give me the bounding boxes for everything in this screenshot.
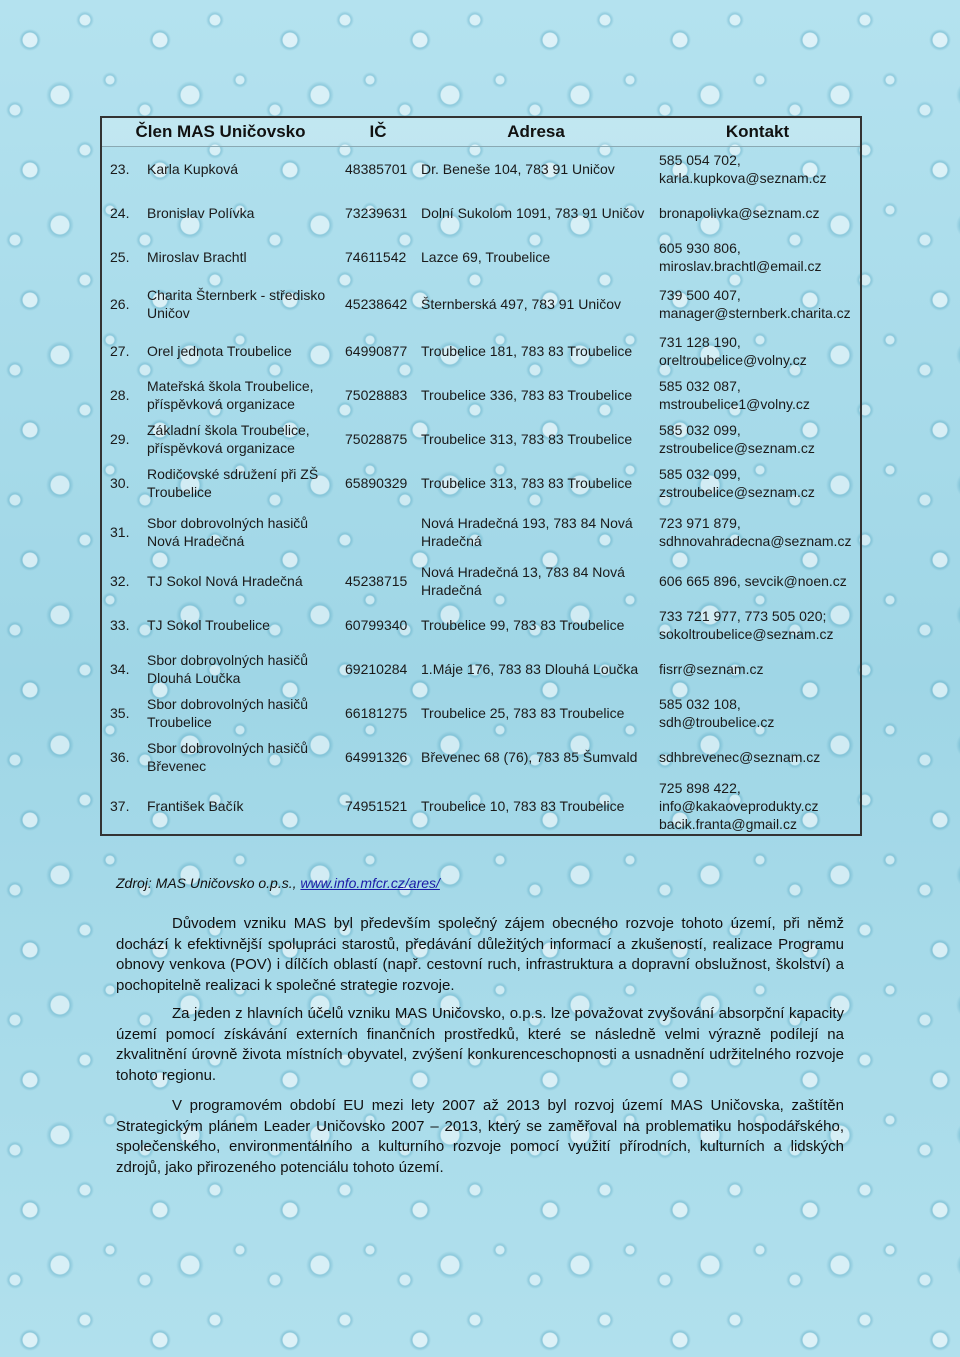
cell-ic-number: 66181275 [345,704,408,721]
cell-row-number: 24. [110,204,130,221]
cell-address: Nová Hradečná 193, 783 84 Nová Hradečná [421,514,633,549]
paragraph-3-text: V programovém období EU mezi lety 2007 až 2013 byl rozvoj území MAS Uničovska, zaštítěn Strategickým plánem Leader Uničovsko 2007 – 2013, který se zaměřoval na problematiku hospodářského, společenského, environmentálního a kulturního rozvoje pomocí využití přírodních, kulturních a lidských zdrojů, jako přirozeného potenciálu tohoto území. [116,1097,844,1176]
cell-address: Lazce 69, Troubelice [421,248,551,265]
source-note [116,875,440,891]
cell-ic-number: 73239631 [345,204,408,221]
cell-address: Břevenec 68 (76), 783 85 Šumvald [421,748,638,765]
cell-row-number: 31. [110,523,130,540]
cell-ic-number: 74951521 [345,798,408,814]
paragraph-1 [116,914,844,996]
table-header-row [101,117,861,147]
cell-contact: 739 500 407, manager@sternberk.charita.cz [659,286,851,321]
cell-row-number: 29. [110,430,130,447]
cell-row-number: 33. [110,616,130,633]
header-ic: IČ [339,117,417,147]
cell-ic-number [339,505,417,559]
cell-ic-number: 48385701 [345,160,408,177]
cell-row-number: 35. [110,704,130,721]
cell-row-number: 25. [110,248,130,265]
cell-member-name: Rodičovské sdružení při ZŠ Troubelice [147,465,319,500]
table-row [101,779,861,835]
cell-ic-number: 60799340 [345,616,408,633]
cell-address: Troubelice 336, 783 83 Troubelice [421,386,633,403]
table-row [101,461,861,505]
cell-row-number: 36. [110,748,130,765]
cell-contact: 585 054 702, karla.kupkova@seznam.cz [659,151,827,186]
table-row [101,505,861,559]
cell-row-number: 30. [110,474,130,491]
cell-contact: 585 032 099, zstroubelice@seznam.cz [659,421,815,456]
cell-member-name: Charita Šternberk - středisko Uničov [147,286,326,321]
cell-address: Troubelice 181, 783 83 Troubelice [421,342,633,359]
source-link[interactable]: www.info.mfcr.cz/ares/ [300,875,440,891]
cell-address: Troubelice 10, 783 83 Troubelice [421,798,625,814]
cell-ic-number: 45238715 [345,572,408,589]
cell-member-name: František Bačík [147,798,244,814]
cell-contact: 723 971 879, sdhnovahradecna@seznam.cz [659,514,852,549]
cell-contact: 733 721 977, 773 505 020; sokoltroubelice@seznam.cz [659,607,834,642]
cell-row-number: 27. [110,342,130,359]
table-row [101,279,861,329]
table-row [101,647,861,691]
cell-member-name: Miroslav Brachtl [147,248,247,265]
table-row [101,735,861,779]
paragraph-2 [116,1004,844,1086]
cell-contact: 585 032 108, sdh@troubelice.cz [659,695,775,730]
table-row [101,603,861,647]
cell-member-name: TJ Sokol Nová Hradečná [147,572,303,589]
cell-contact: fisrr@seznam.cz [659,660,764,677]
cell-row-number: 34. [110,660,130,677]
source-prefix: Zdroj: MAS Uničovsko o.p.s., [116,875,301,891]
cell-ic-number: 74611542 [345,248,407,265]
cell-address: Troubelice 99, 783 83 Troubelice [421,616,625,633]
cell-ic-number: 65890329 [345,474,408,491]
table-row [101,329,861,373]
table-row [101,559,861,603]
cell-address: Troubelice 25, 783 83 Troubelice [421,704,625,721]
cell-row-number: 32. [110,572,130,589]
cell-address: Troubelice 313, 783 83 Troubelice [421,430,633,447]
cell-address: Troubelice 313, 783 83 Troubelice [421,474,633,491]
cell-row-number: 37. [110,798,130,814]
cell-ic-number: 64990877 [345,342,408,359]
cell-contact: 585 032 099, zstroubelice@seznam.cz [659,465,815,500]
cell-member-name: TJ Sokol Troubelice [147,616,270,633]
cell-member-name: Sbor dobrovolných hasičů Břevenec [147,739,309,774]
header-member: Člen MAS Uničovsko [101,117,339,147]
header-contact: Kontakt [655,117,861,147]
table-row [101,373,861,417]
paragraph-1-text: Důvodem vzniku MAS byl především společný zájem obecného rozvoje tohoto území, při němž dochází k efektivnější spolupráci starostů, předávání důležitých informací a zkušeností, realizace Programu obnovy venkova (POV) i dílčích oblastí (např. cestovní ruch, infrastruktura a dopravní obslužnost, školství) a pochopitelně realizaci k společné strategie rozvoje. [116,915,844,994]
cell-address: Nová Hradečná 13, 783 84 Nová Hradečná [421,563,625,598]
cell-contact: 605 930 806, miroslav.brachtl@email.cz [659,239,822,274]
cell-contact: 585 032 087, mstroubelice1@volny.cz [659,377,810,412]
paragraph-2-text: Za jeden z hlavních účelů vzniku MAS Uničovsko, o.p.s. lze považovat zvyšování absorpční kapacity území pomocí získávání externích finančních prostředků, které se následně velmi výrazně podílejí na zkvalitnění úrovně života místních obyvatel, zvýšení konkurenceschopnosti a usnadnění udržitelného rozvoje tohoto regionu. [116,1005,844,1084]
cell-ic-number: 69210284 [345,660,408,677]
table-row [101,417,861,461]
cell-ic-number: 75028883 [345,386,408,403]
cell-member-name: Karla Kupková [147,160,239,177]
table-row [101,691,861,735]
cell-address: 1.Máje 176, 783 83 Dlouhá Loučka [421,660,639,677]
cell-member-name: Orel jednota Troubelice [147,342,292,359]
cell-row-number: 23. [110,160,130,177]
cell-address: Dr. Beneše 104, 783 91 Uničov [421,160,615,177]
cell-contact: 725 898 422, info@kakaoveprodukty.cz bacik.franta@gmail.cz [659,780,819,832]
cell-ic-number: 45238642 [345,295,408,312]
cell-ic-number: 64991326 [345,748,408,765]
cell-row-number: 28. [110,386,130,403]
cell-contact: 606 665 896, sevcik@noen.cz [659,572,847,589]
table-row [101,191,861,235]
paragraph-3 [116,1096,844,1178]
table-row [101,147,861,191]
cell-address: Dolní Sukolom 1091, 783 91 Uničov [421,204,645,221]
cell-member-name: Mateřská škola Troubelice, příspěvková organizace [147,377,314,412]
cell-member-name: Sbor dobrovolných hasičů Nová Hradečná [147,514,309,549]
cell-member-name: Základní škola Troubelice, příspěvková organizace [147,421,310,456]
cell-contact: 731 128 190, oreltroubelice@volny.cz [659,333,807,368]
cell-address: Šternberská 497, 783 91 Uničov [421,295,622,312]
cell-member-name: Sbor dobrovolných hasičů Dlouhá Loučka [147,651,309,686]
cell-contact: bronapolivka@seznam.cz [659,204,820,221]
cell-contact: sdhbrevenec@seznam.cz [659,748,821,765]
cell-row-number: 26. [110,295,130,312]
cell-member-name: Sbor dobrovolných hasičů Troubelice [147,695,309,730]
header-address: Adresa [417,117,655,147]
cell-ic-number: 75028875 [345,430,408,447]
cell-member-name: Bronislav Polívka [147,204,255,221]
members-table-body [101,147,861,835]
members-table [100,116,862,836]
table-row [101,235,861,279]
